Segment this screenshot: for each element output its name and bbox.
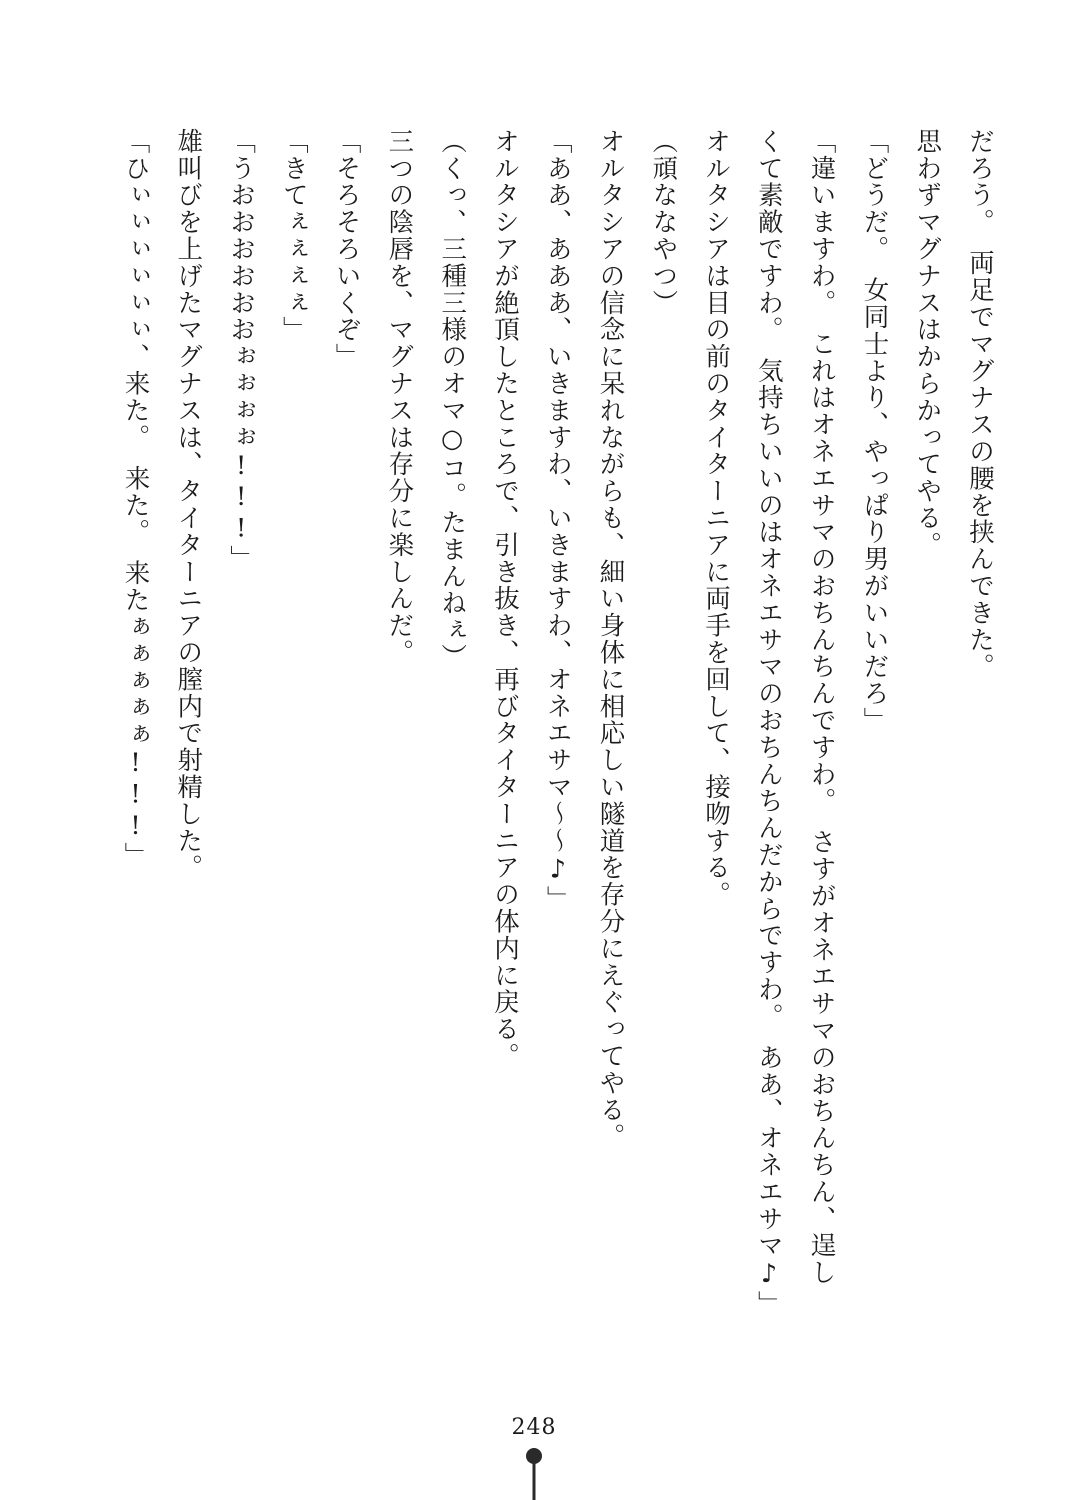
- spine-line-mark: [533, 1452, 536, 1500]
- paragraph: 「ひぃぃぃぃぃぃ、来た。 来た。 来たぁぁぁぁぁ!!!」: [120, 128, 151, 870]
- paragraph: 三つの陰唇を、マグナスは存分に楽しんだ。: [384, 128, 415, 666]
- body-text: [109, 128, 1006, 1318]
- paragraph: オルタシアが絶頂したところで、引き抜き、再びタイターニアの体内に戻る。: [489, 128, 520, 1070]
- paragraph: 雄叫びを上げたマグナスは、タイターニアの膣内で射精した。: [173, 128, 204, 882]
- paragraph: 「うおおおおおおぉぉぉぉ!!!」: [226, 128, 257, 572]
- paragraph: （くっ、三種三様のオマ○コ。たまんねぇ）: [437, 128, 468, 671]
- paragraph: 「違いますわ。 これはオネエサマのおちんちんですわ。 さすがオネエサマのおちんちん、逞しくて素敵ですわ。 気持ちいいのはオネエサマのおちんちんだからですわ。 ああ、オネエサマ♪」: [753, 128, 837, 1318]
- paragraph: 「きてぇぇぇぇ」: [278, 128, 309, 344]
- paragraph: オルタシアの信念に呆れながらも、細い身体に相応しい隧道を存分にえぐってやる。: [595, 128, 626, 1151]
- paragraph: だろう。 両足でマグナスの腰を挟んできた。: [965, 128, 995, 681]
- paragraph: 「ああ、あああ、いきますわ、いきますわ、オネエサマ〜〜♪」: [542, 128, 573, 913]
- paragraph: （頑ななやつ）: [648, 128, 679, 317]
- paragraph: 思わずマグナスはからかってやる。: [912, 128, 943, 559]
- paragraph: 「どうだ。 女同士より、やっぱり男がいいだろ」: [859, 128, 890, 734]
- paragraph: 「そろそろいくぞ」: [331, 128, 362, 371]
- paragraph: オルタシアは目の前のタイターニアに両手を回して、接吻する。: [701, 128, 732, 909]
- page-number: 248: [511, 1415, 557, 1440]
